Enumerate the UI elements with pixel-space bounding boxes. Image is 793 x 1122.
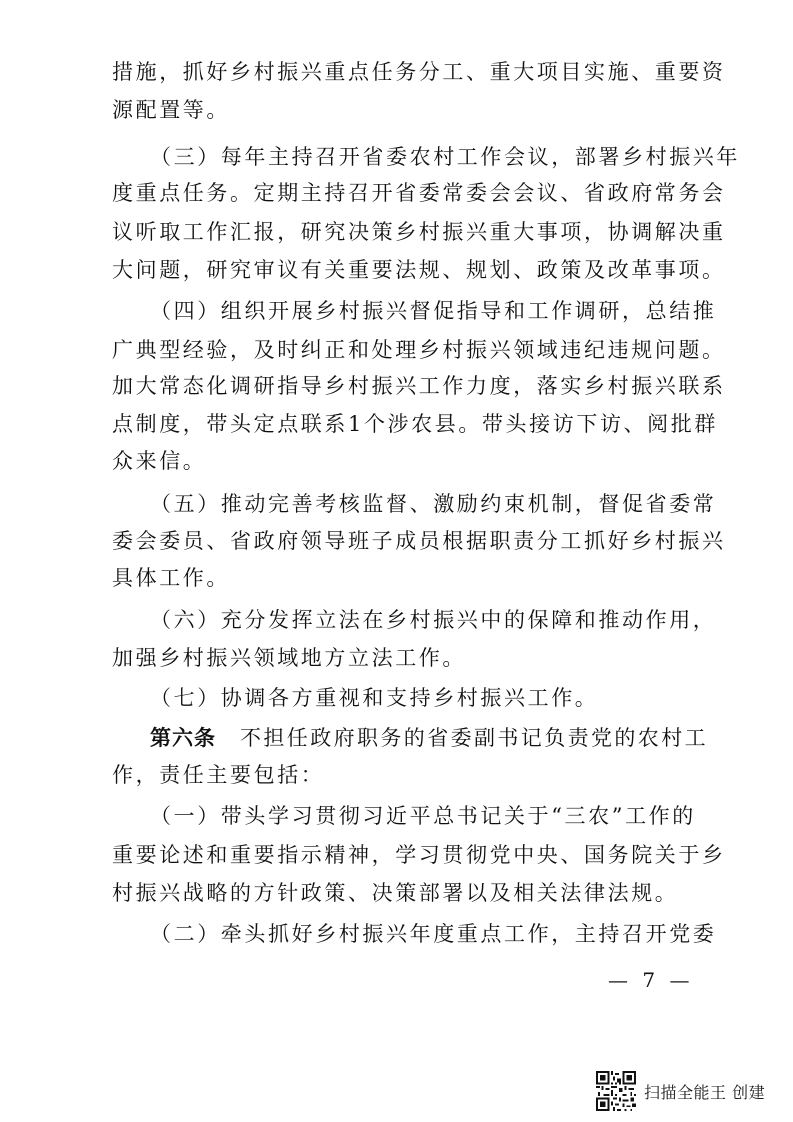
text-line: 委会委员、省政府领导班子成员根据职责分工抓好乡村振兴 bbox=[112, 529, 726, 553]
article-heading-line bbox=[150, 724, 728, 752]
text-line: 加大常态化调研指导乡村振兴工作力度，落实乡村振兴联系 bbox=[112, 374, 726, 398]
page-number: — 7 — bbox=[608, 968, 694, 992]
text-line: 众来信。 bbox=[112, 449, 207, 473]
text-line: 度重点任务。定期主持召开省委常委会会议、省政府常务会 bbox=[112, 181, 726, 205]
text-line: （二）牵头抓好乡村振兴年度重点工作，主持召开党委 bbox=[150, 922, 717, 946]
text-line: 重要论述和重要指示精神，学习贯彻党中央、国务院关于乡 bbox=[112, 843, 726, 867]
text-line: 大问题，研究审议有关重要法规、规划、政策及改革事项。 bbox=[112, 258, 726, 282]
text-line: （五）推动完善考核监督、激励约束机制，督促省委常 bbox=[150, 492, 717, 516]
text-line: 作，责任主要包括： bbox=[112, 763, 325, 787]
text-line: （四）组织开展乡村振兴督促指导和工作调研，总结推 bbox=[150, 299, 717, 323]
text-line: 加强乡村振兴领域地方立法工作。 bbox=[112, 646, 466, 670]
text-line: 村振兴战略的方针政策、决策部署以及相关法律法规。 bbox=[112, 881, 679, 905]
text-line: 广典型经验，及时纠正和处理乡村振兴领域违纪违规问题。 bbox=[112, 338, 726, 362]
text-line: 议听取工作汇报，研究决策乡村振兴重大事项，协调解决重 bbox=[112, 220, 726, 244]
text-line: 措施，抓好乡村振兴重点任务分工、重大项目实施、重要资 bbox=[112, 60, 726, 84]
text-line: 点制度，带头定点联系1个涉农县。带头接访下访、阅批群 bbox=[112, 412, 718, 436]
text-line: （三）每年主持召开省委农村工作会议，部署乡村振兴年 bbox=[150, 145, 740, 169]
text-line: 源配置等。 bbox=[112, 98, 230, 122]
text-line: （一）带头学习贯彻习近平总书记关于“三农”工作的 bbox=[150, 804, 696, 828]
text-line: 具体工作。 bbox=[112, 566, 230, 590]
text-line: （六）充分发挥立法在乡村振兴中的保障和推动作用， bbox=[150, 608, 717, 632]
watermark-text: 扫描全能王 创建 bbox=[644, 1082, 766, 1102]
text-line: （七）协调各方重视和支持乡村振兴工作。 bbox=[150, 686, 599, 710]
article-text: 不担任政府职务的省委副书记负责党的农村工 bbox=[240, 726, 708, 750]
qr-code-icon bbox=[596, 1071, 636, 1111]
scanner-watermark bbox=[596, 1071, 765, 1111]
article-title: 第六条 bbox=[150, 726, 216, 750]
